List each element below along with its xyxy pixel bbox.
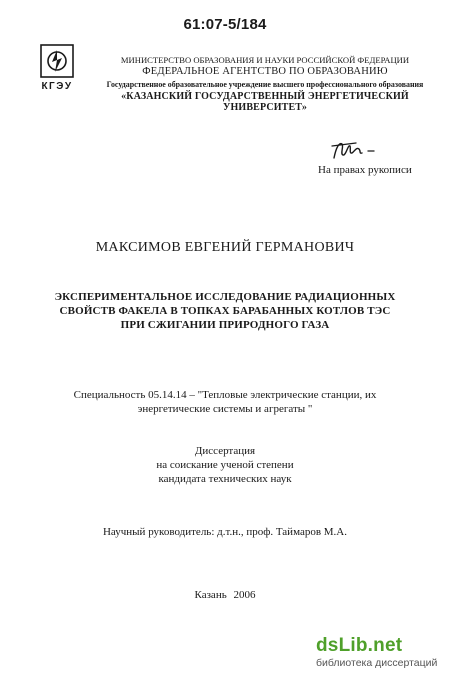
title-line: ЭКСПЕРИМЕНТАЛЬНОЕ ИССЛЕДОВАНИЕ РАДИАЦИОННЫХ: [54, 291, 396, 303]
logo-text: КГЭУ: [41, 81, 73, 92]
degree-info: [0, 444, 450, 486]
place-year: Казань 2006: [194, 589, 256, 601]
university-emblem-icon: [40, 44, 74, 78]
university-name: «КАЗАНСКИЙ ГОСУДАРСТВЕННЫЙ ЭНЕРГЕТИЧЕСКИЙ УНИВЕРСИТЕТ»: [121, 91, 409, 113]
handwritten-signature: [330, 138, 380, 162]
specialty: [0, 388, 450, 416]
dissertation-title: [50, 290, 400, 332]
catalog-number: 61:07-5/184: [183, 16, 267, 33]
watermark[interactable]: [316, 636, 446, 670]
title-line: ПРИ СЖИГАНИИ ПРИРОДНОГО ГАЗА: [120, 319, 330, 331]
supervisor: Научный руководитель: д.т.н., проф. Таймаров М.А.: [102, 526, 348, 538]
ministry-line: МИНИСТЕРСТВО ОБРАЗОВАНИЯ И НАУКИ РОССИЙСКОЙ ФЕДЕРАЦИИ: [120, 55, 410, 65]
degree-line: на соискание ученой степени: [156, 459, 294, 471]
specialty-line: энергетические системы и агрегаты ": [137, 403, 313, 415]
author-name: МАКСИМОВ ЕВГЕНИЙ ГЕРМАНОВИЧ: [95, 240, 355, 255]
manuscript-rights: На правах рукописи: [318, 164, 412, 176]
specialty-line: Специальность 05.14.14 – "Тепловые электрические станции, их: [73, 389, 377, 401]
title-line: СВОЙСТВ ФАКЕЛА В ТОПКАХ БАРАБАННЫХ КОТЛОВ ТЭС: [59, 305, 391, 317]
watermark-subtitle: библиотека диссертаций: [316, 657, 438, 669]
watermark-brand: dsLib.net: [316, 635, 403, 656]
degree-line: Диссертация: [194, 445, 256, 457]
degree-line: кандидата технических наук: [158, 473, 292, 485]
agency-line: ФЕДЕРАЛЬНОЕ АГЕНТСТВО ПО ОБРАЗОВАНИЮ: [142, 66, 388, 77]
institution-line: Государственное образовательное учреждение высшего профессионального образования: [106, 80, 424, 89]
